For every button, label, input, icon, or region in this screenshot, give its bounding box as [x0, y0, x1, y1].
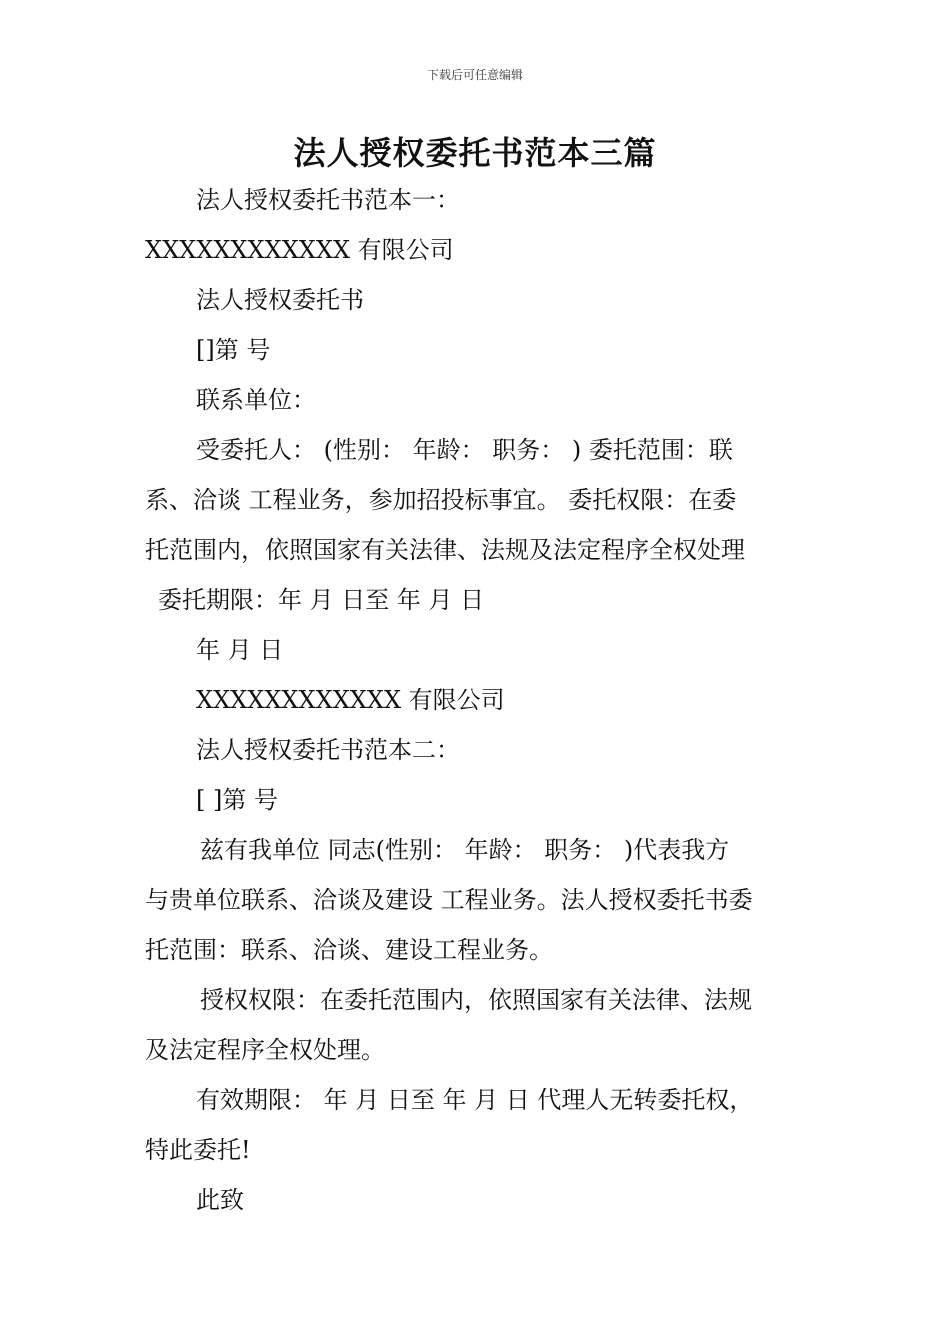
text-line: 法人授权委托书范本二：: [196, 736, 460, 764]
text-line: XXXXXXXXXXXX 有限公司: [145, 236, 454, 264]
text-line: []第 号: [196, 336, 271, 364]
text-line: 委托期限：年 月 日至 年 月 日: [158, 586, 485, 614]
text-line: XXXXXXXXXXXX 有限公司: [196, 686, 505, 714]
text-line: 此致: [196, 1186, 244, 1214]
document-title: 法人授权委托书范本三篇: [293, 134, 657, 172]
text-line: 有效期限： 年 月 日至 年 月 日 代理人无转委托权，: [196, 1086, 754, 1114]
text-line: 法人授权委托书: [196, 286, 364, 314]
text-line: 托范围内，依照国家有关法律、法规及法定程序全权处理: [145, 536, 745, 564]
text-line: 受委托人： (性别： 年龄： 职务： ) 委托范围：联: [196, 436, 733, 464]
text-line: 授权权限：在委托范围内，依照国家有关法律、法规: [200, 986, 752, 1014]
text-line: 兹有我单位 同志(性别： 年龄： 职务： )代表我方: [200, 836, 730, 864]
header-note: 下载后可任意编辑: [426, 68, 523, 82]
text-line: 与贵单位联系、洽谈及建设 工程业务。法人授权委托书委: [145, 886, 753, 914]
text-line: 托范围：联系、洽谈、建设工程业务。: [145, 936, 553, 964]
text-line: 特此委托!: [145, 1136, 251, 1164]
text-line: 及法定程序全权处理。: [145, 1036, 385, 1064]
text-line: 系、洽谈 工程业务，参加招投标事宜。 委托权限：在委: [145, 486, 737, 514]
text-line: 年 月 日: [196, 636, 284, 664]
text-line: [ ]第 号: [196, 786, 278, 814]
text-line: 法人授权委托书范本一：: [196, 186, 460, 214]
text-line: 联系单位：: [196, 386, 316, 414]
